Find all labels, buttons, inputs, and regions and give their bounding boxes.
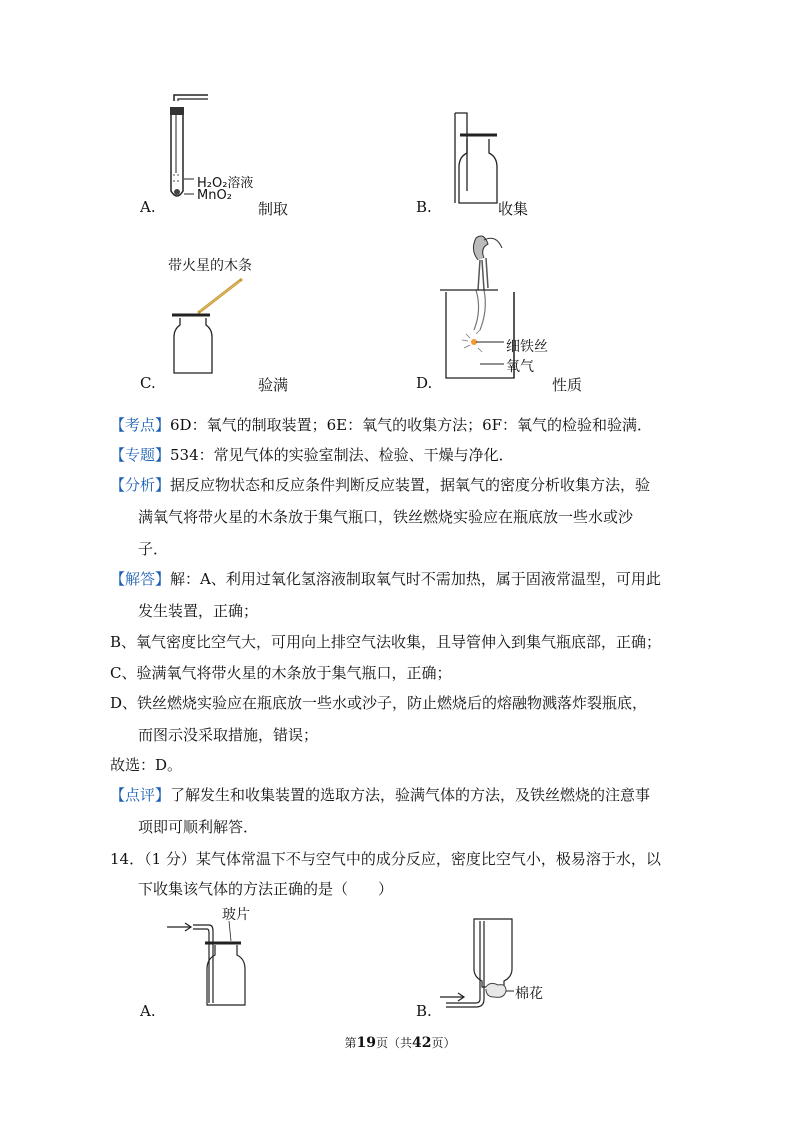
figure-c-caption: 验满	[258, 376, 289, 394]
figure-a-label-h2o2: H₂O₂溶液	[197, 176, 254, 191]
figure-c-letter: C.	[140, 374, 156, 392]
jieda-line-1	[110, 568, 661, 589]
figure-a-caption: 制取	[258, 200, 289, 218]
fenxi-line-2: 满氧气将带火星的木条放于集气瓶口，铁丝燃烧实验应在瓶底放一些水或沙	[138, 508, 634, 526]
page-footer	[0, 1034, 800, 1051]
fenxi-text-1: 据反应物状态和反应条件判断反应装置，据氧气的密度分析收集方法，验	[170, 476, 651, 494]
q14-a-gas-jar	[165, 915, 275, 1015]
fenxi-line-3: 子．	[138, 540, 169, 558]
figure-d-label-oxygen: 氧气	[506, 359, 534, 375]
dianping-line-2: 项即可顺利解答．	[138, 818, 259, 836]
figure-b-caption: 收集	[498, 200, 529, 218]
fenxi-line-1	[110, 474, 650, 495]
answer-b-line: B、氧气密度比空气大，可用向上排空气法收集，且导管伸入到集气瓶底部，正确；	[110, 633, 662, 651]
kaodian-line	[110, 414, 652, 435]
dianping-line-1	[110, 784, 650, 805]
figure-c-label-splint: 带火星的木条	[168, 258, 252, 274]
zhuanti-line	[110, 444, 514, 465]
figure-a-letter: A.	[140, 198, 156, 216]
zhuanti-tag: 【专题】	[110, 446, 171, 464]
figure-a-label-mno2: MnO₂	[197, 188, 232, 203]
fenxi-tag: 【分析】	[110, 476, 171, 494]
jieda-text-1: 解：A、利用过氧化氢溶液制取氧气时不需加热，属于固液常温型，可用此	[170, 570, 661, 588]
jieda-tag: 【解答】	[110, 570, 171, 588]
q14-b-label-cotton: 棉花	[515, 986, 543, 1002]
question-14-line-2: 下收集该气体的方法正确的是（ ）	[138, 880, 394, 898]
figure-d-caption: 性质	[552, 376, 583, 394]
footer-post: 页）	[431, 1036, 456, 1050]
q14-a-label-glass: 玻片	[222, 907, 250, 923]
question-14-line-1: 14．（1 分）某气体常温下不与空气中的成分反应，密度比空气小，极易溶于水，以	[110, 850, 661, 868]
footer-total-pages: 42	[412, 1035, 432, 1051]
footer-mid: 页（共	[375, 1036, 412, 1050]
q14-a-letter: A.	[140, 1002, 156, 1020]
answer-c-line: C、验满氧气将带火星的木条放于集气瓶口，正确；	[110, 664, 452, 682]
zhuanti-text: 534：常见气体的实验室制法、检验、干燥与净化．	[170, 446, 514, 464]
answer-choice: 故选：D。	[110, 756, 183, 774]
kaodian-text: 6D：氧气的制取装置；6E：氧气的收集方法；6F：氧气的检验和验满．	[170, 416, 653, 434]
dianping-tag: 【点评】	[110, 786, 171, 804]
jieda-line-2: 发生装置，正确；	[138, 602, 259, 620]
figure-d-label-wire: 细铁丝	[506, 339, 548, 355]
figure-b-letter: B.	[416, 198, 432, 216]
answer-d-line-1: D、铁丝燃烧实验应在瓶底放一些水或沙子，防止燃烧后的熔融物溅落炸裂瓶底，	[110, 694, 648, 712]
footer-page-number: 19	[356, 1035, 376, 1051]
footer-pre: 第	[344, 1036, 357, 1050]
q14-b-letter: B.	[416, 1002, 432, 1020]
answer-d-line-2: 而图示没采取措施，错误；	[138, 726, 319, 744]
figure-d-letter: D.	[416, 374, 433, 392]
dianping-text-1: 了解发生和收集装置的选取方法，验满气体的方法，及铁丝燃烧的注意事	[170, 786, 651, 804]
kaodian-tag: 【考点】	[110, 416, 171, 434]
figure-c-gas-jar	[170, 275, 270, 385]
